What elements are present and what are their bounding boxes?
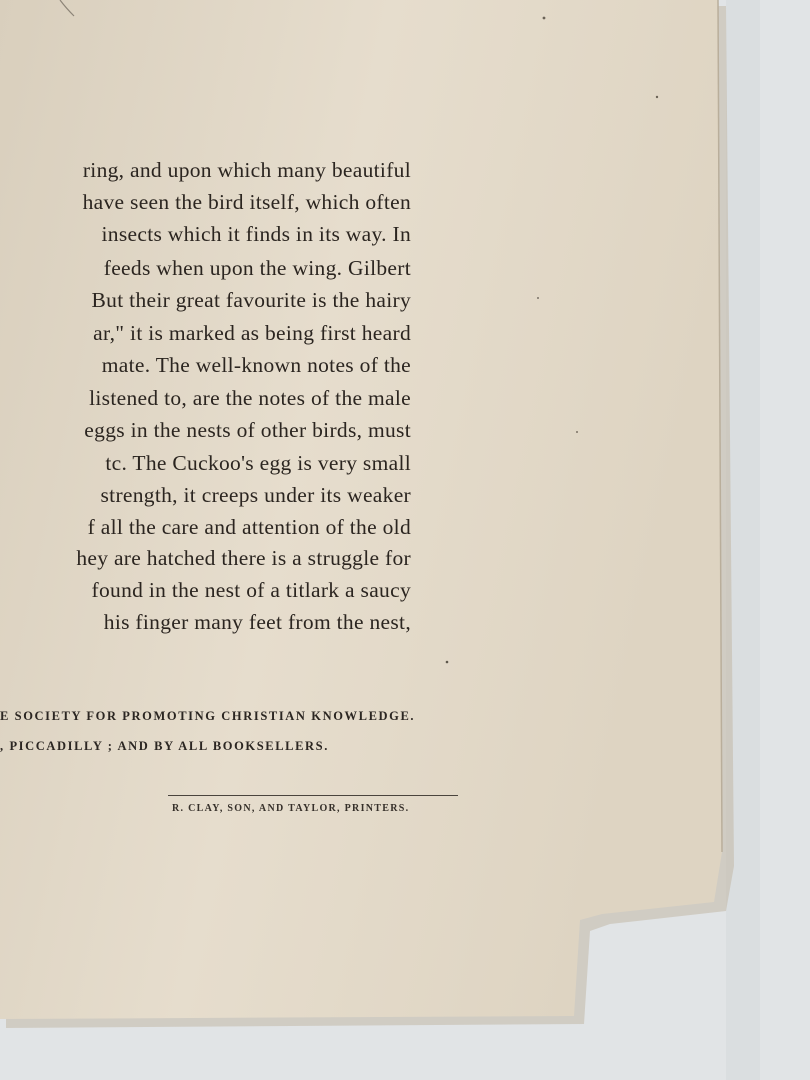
body-text-line: his finger many feet from the nest, xyxy=(103,610,411,634)
printer-rule xyxy=(168,795,458,796)
body-text-line: mate. The well-known notes of the xyxy=(101,353,411,377)
publisher-address: , PICCADILLY ; AND BY ALL BOOKSELLERS. xyxy=(0,739,329,753)
body-text-line: insects which it finds in its way. In xyxy=(101,222,411,246)
body-text-line: hey are hatched there is a struggle for xyxy=(76,546,411,570)
body-text-line: ar," it is marked as being first heard xyxy=(93,321,411,345)
body-text-line: tc. The Cuckoo's egg is very small xyxy=(105,451,411,475)
body-text-line: listened to, are the notes of the male xyxy=(89,386,411,410)
printer-credit: R. CLAY, SON, AND TAYLOR, PRINTERS. xyxy=(172,803,410,814)
body-text-line: eggs in the nests of other birds, must xyxy=(84,418,411,442)
publisher-imprint: E SOCIETY FOR PROMOTING CHRISTIAN KNOWLEDGE. xyxy=(0,709,416,723)
body-text-line: strength, it creeps under its weaker xyxy=(100,483,411,507)
body-text-line: feeds when upon the wing. Gilbert xyxy=(103,256,411,280)
body-text-line: f all the care and attention of the old xyxy=(87,515,411,539)
body-text-line: But their great favourite is the hairy xyxy=(91,288,411,312)
body-text-line: found in the nest of a titlark a saucy xyxy=(91,578,411,602)
body-text-line: ring, and upon which many beautiful xyxy=(82,158,411,182)
body-text-line: have seen the bird itself, which often xyxy=(82,190,411,214)
